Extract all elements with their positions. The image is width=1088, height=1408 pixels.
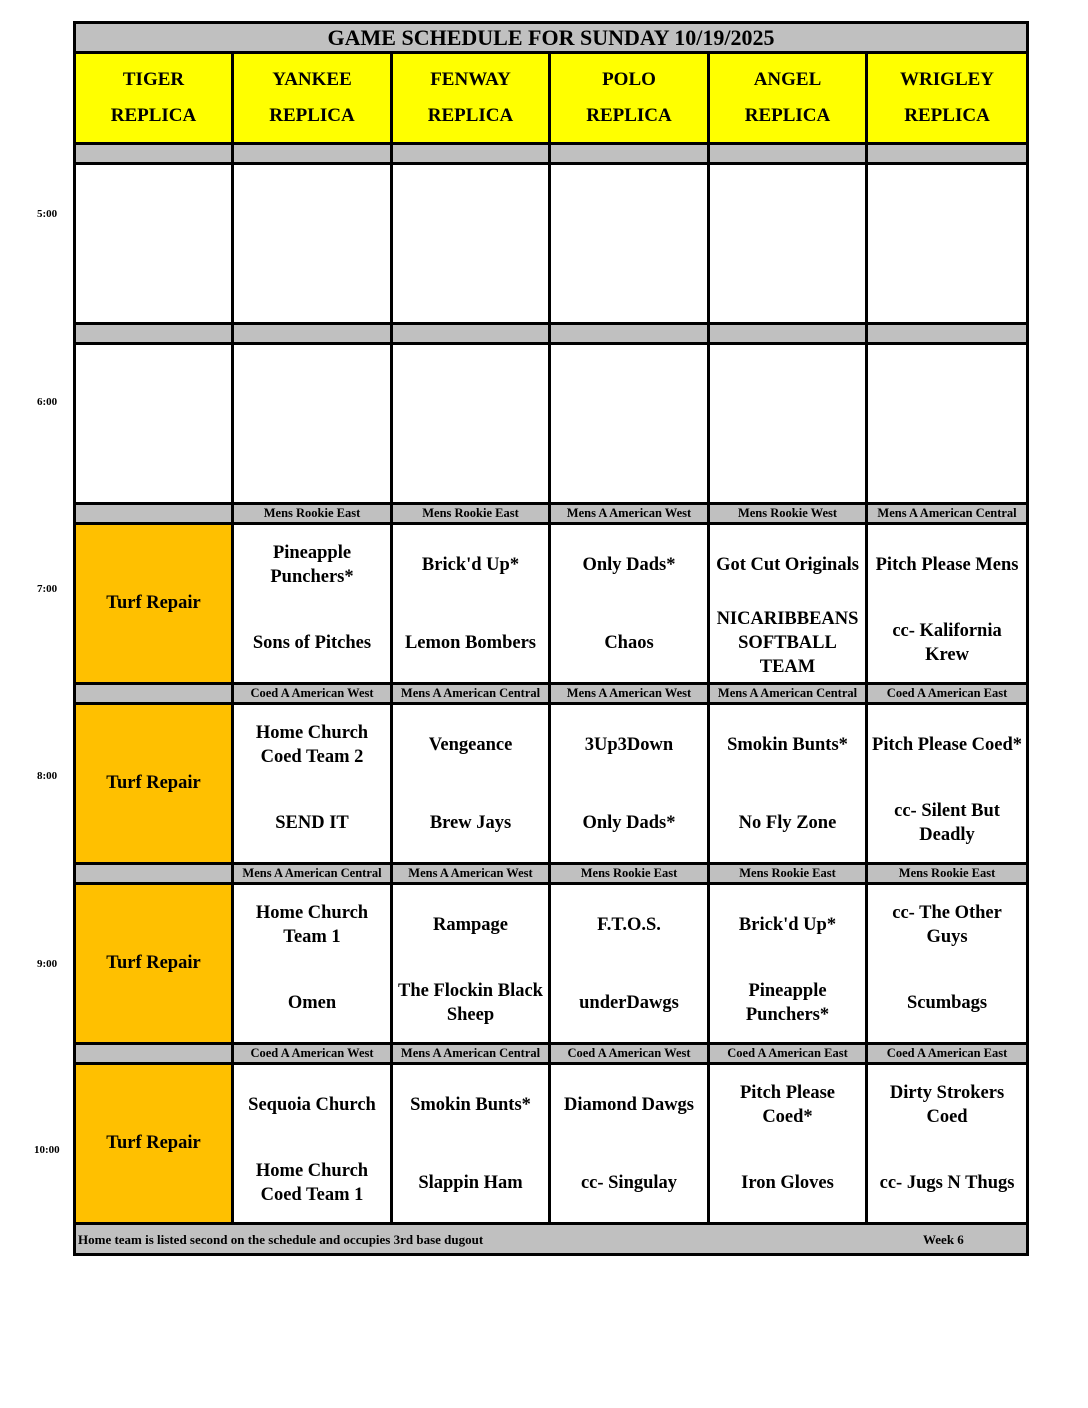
division-label [867,144,1028,164]
division-label [392,324,550,344]
division-label [75,684,233,704]
footer-note: Home team is listed second on the schedule and occupies 3rd base dugout [78,1232,484,1247]
division-label: Mens A American West [550,504,709,524]
game-cell [233,884,392,1044]
away-team: Smokin Bunts* [410,1094,531,1115]
game-cell [709,704,867,864]
field-subtitle: REPLICA [586,105,672,126]
game-cell [392,704,550,864]
empty-slot [867,164,1028,324]
game-cell [867,884,1028,1044]
home-team: cc- Kalifornia Krew [892,620,1002,665]
division-label [75,324,233,344]
division-label: Mens A American West [550,684,709,704]
division-label [75,504,233,524]
empty-slot [392,164,550,324]
division-label: Coed A American West [233,684,392,704]
game-cell [867,704,1028,864]
time-label-9pm: 9:00 [37,958,58,970]
home-team: Sons of Pitches [252,632,372,653]
game-cell [392,884,550,1044]
field-header-wrigley [867,53,1028,144]
field-subtitle: REPLICA [744,105,831,126]
away-team: Home Church Coed Team 2 [255,722,369,767]
division-label [233,144,392,164]
empty-slot [392,344,550,504]
home-team: Slappin Ham [418,1172,523,1193]
away-team: Pitch Please Coed* [739,1082,836,1127]
schedule-table [73,21,1029,1256]
division-label [75,864,233,884]
time-label-5pm: 5:00 [37,208,58,220]
field-name: WRIGLEY [900,69,995,90]
field-header-fenway [392,53,550,144]
time-label-7pm: 7:00 [37,583,58,595]
turf-repair-cell: Turf Repair [75,524,233,684]
home-team: Brew Jays [429,812,512,833]
division-label: Coed A American West [550,1044,709,1064]
empty-slot [550,164,709,324]
division-label: Coed A American East [709,1044,867,1064]
empty-slot [233,164,392,324]
away-team: Pitch Please Coed* [872,734,1023,755]
away-team: F.T.O.S. [597,914,661,935]
game-cell [867,1064,1028,1224]
home-team: Home Church Coed Team 1 [255,1160,369,1205]
game-cell [392,524,550,684]
division-label: Mens A American Central [867,504,1028,524]
division-label: Mens A American Central [392,684,550,704]
home-team: cc- Singulay [580,1172,678,1193]
division-label [550,144,709,164]
field-header-polo [550,53,709,144]
field-name: POLO [602,69,656,90]
time-label-6pm: 6:00 [37,396,58,408]
away-team: Home Church Team 1 [255,902,369,947]
away-team: Smokin Bunts* [727,734,848,755]
game-cell [709,884,867,1044]
division-label: Mens Rookie East [867,864,1028,884]
field-name: FENWAY [430,69,511,90]
division-label: Mens Rookie East [233,504,392,524]
division-label: Mens A American West [392,864,550,884]
division-label: Mens Rookie East [550,864,709,884]
home-team: No Fly Zone [738,812,837,833]
week-label: Week 6 [923,1232,964,1247]
game-cell [550,1064,709,1224]
empty-slot [75,344,233,504]
game-cell [709,524,867,684]
home-team: Pineapple Punchers* [745,980,830,1025]
home-team: Omen [287,992,337,1013]
division-label: Mens Rookie East [709,864,867,884]
away-team: Brick'd Up* [738,914,837,935]
division-label: Mens Rookie West [709,504,867,524]
away-team: cc- The Other Guys [892,902,1002,947]
division-label [709,324,867,344]
division-label [867,324,1028,344]
division-label: Mens Rookie East [392,504,550,524]
empty-slot [75,164,233,324]
away-team: Only Dads* [582,554,676,575]
division-label: Mens A American Central [392,1044,550,1064]
away-team: Brick'd Up* [421,554,520,575]
turf-repair-cell: Turf Repair [75,884,233,1044]
field-name: ANGEL [753,69,822,90]
empty-slot [709,344,867,504]
away-team: Got Cut Originals [716,554,859,575]
division-label [75,144,233,164]
schedule-title: GAME SCHEDULE FOR SUNDAY 10/19/2025 [75,23,1028,53]
home-team: Only Dads* [582,812,676,833]
away-team: Vengeance [428,734,513,755]
division-label: Mens A American Central [233,864,392,884]
game-cell [867,524,1028,684]
division-label [75,1044,233,1064]
division-label [709,144,867,164]
away-team: Rampage [432,914,509,935]
division-label: Coed A American East [867,684,1028,704]
home-team: cc- Silent But Deadly [894,800,1000,845]
field-subtitle: REPLICA [269,105,355,126]
empty-slot [233,344,392,504]
field-subtitle: REPLICA [110,105,197,126]
game-cell [550,884,709,1044]
home-team: Iron Gloves [741,1172,834,1193]
home-team: NICARIBBEANS SOFTBALL TEAM [716,608,859,677]
field-header-yankee [233,53,392,144]
field-subtitle: REPLICA [427,105,514,126]
home-team: Chaos [604,632,654,653]
time-label-8pm: 8:00 [37,770,58,782]
game-cell [550,524,709,684]
field-subtitle: REPLICA [904,105,990,126]
empty-slot [867,344,1028,504]
game-cell [233,1064,392,1224]
game-cell [233,524,392,684]
game-cell [392,1064,550,1224]
schedule-footer [75,1224,1028,1255]
empty-slot [550,344,709,504]
field-name: TIGER [122,69,185,90]
game-cell [709,1064,867,1224]
division-label [233,324,392,344]
home-team: SEND IT [275,812,349,833]
division-label: Mens A American Central [709,684,867,704]
home-team: cc- Jugs N Thugs [879,1172,1015,1193]
away-team: Sequoia Church [248,1094,376,1115]
field-name: YANKEE [272,69,352,90]
turf-repair-cell: Turf Repair [75,1064,233,1224]
turf-repair-cell: Turf Repair [75,704,233,864]
home-team: underDawgs [579,992,679,1013]
division-label [392,144,550,164]
away-team: Dirty Strokers Coed [889,1082,1005,1127]
away-team: Pineapple Punchers* [270,542,354,587]
away-team: Diamond Dawgs [563,1094,695,1115]
away-team: 3Up3Down [584,734,674,755]
home-team: Scumbags [906,992,988,1013]
empty-slot [709,164,867,324]
home-team: Lemon Bombers [404,632,537,653]
division-label [550,324,709,344]
division-label: Coed A American East [867,1044,1028,1064]
game-cell [233,704,392,864]
field-header-tiger [75,53,233,144]
game-cell [550,704,709,864]
home-team: The Flockin Black Sheep [398,980,543,1025]
division-label: Coed A American West [233,1044,392,1064]
away-team: Pitch Please Mens [875,554,1019,575]
time-label-10pm: 10:00 [34,1144,60,1156]
field-header-angel [709,53,867,144]
